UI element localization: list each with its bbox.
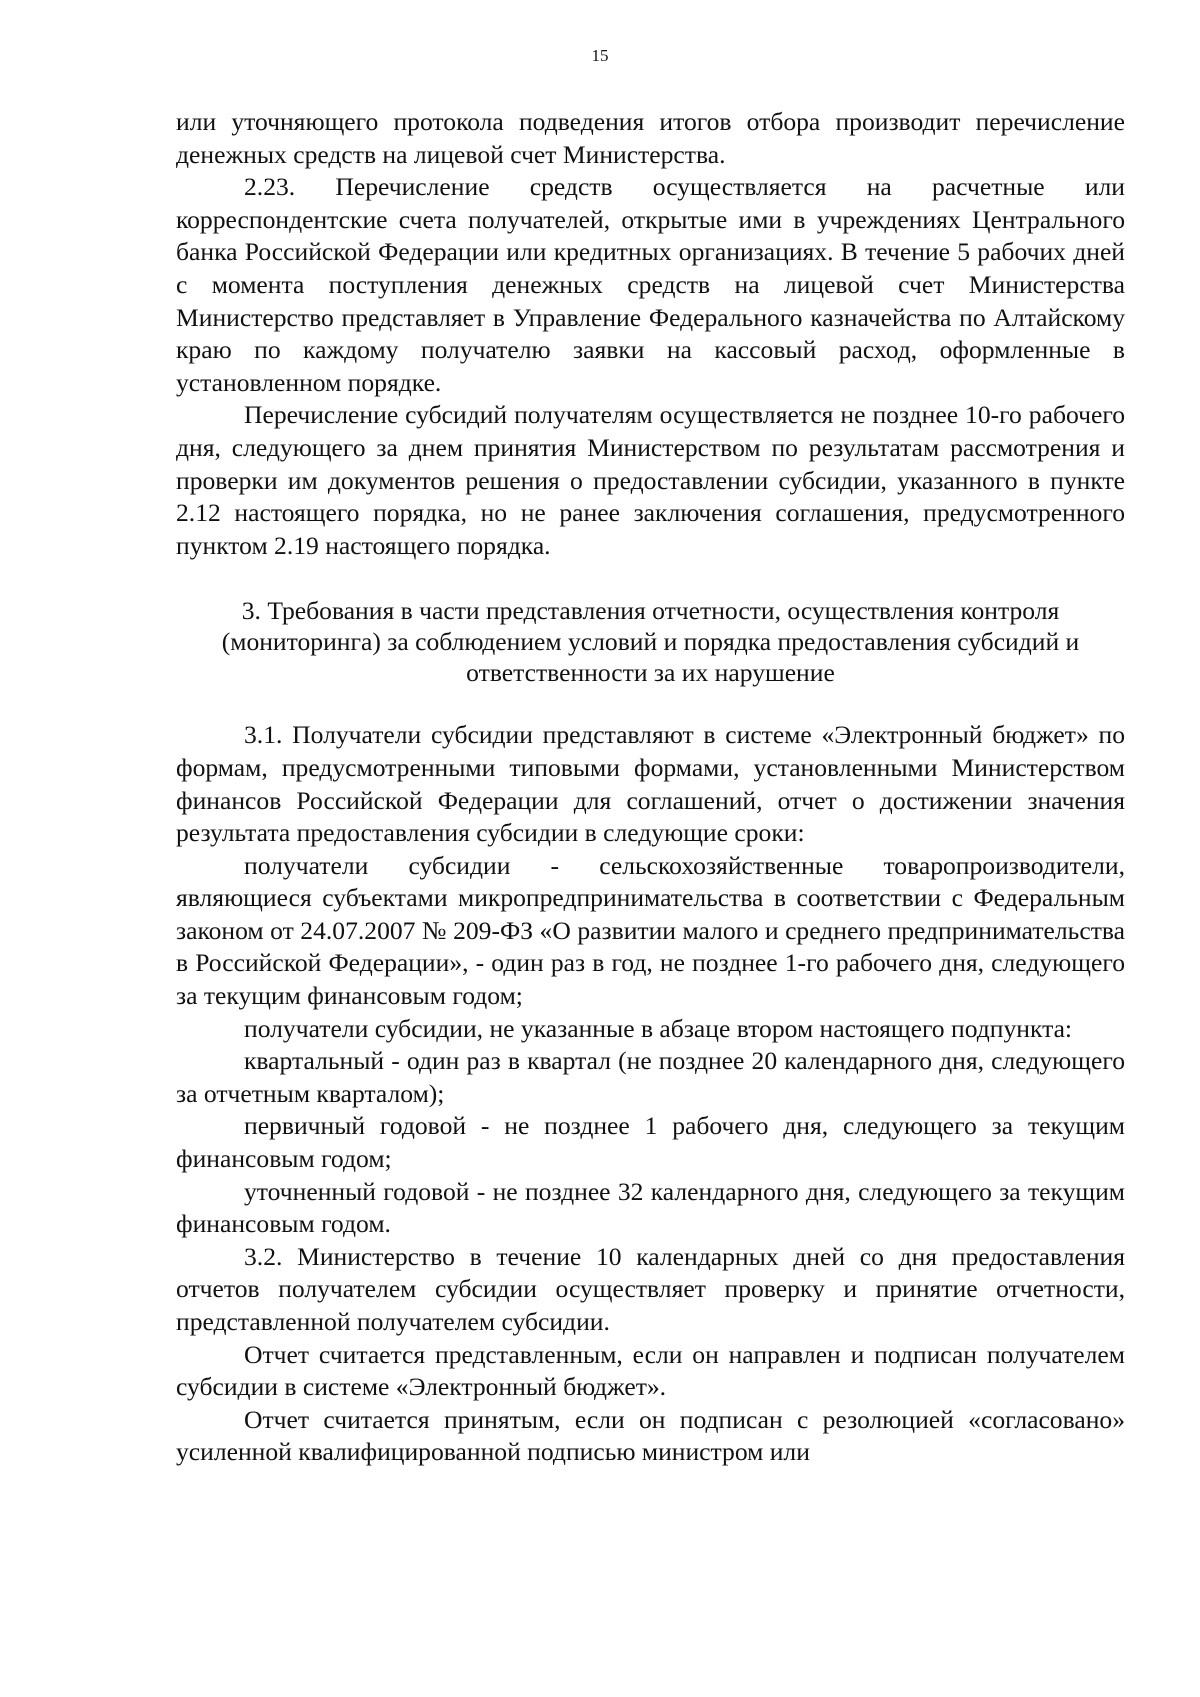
document-body — [176, 106, 1125, 1469]
paragraph-3-2: 3.2. Министерство в течение 10 календарных дней со дня предоставления отчетов получателем субсидии осуществляет проверку и принятие отчетности, представленной получателем субсидии. — [176, 1241, 1125, 1336]
paragraph-subsidy-transfer: Перечисление субсидий получателям осуществляется не позднее 10-го рабочего дня, следующего за днем принятия Министерством по результатам рассмотрения и проверки им документов решения о предоставлении субсидии, указанного в пункте 2.12 настоящего порядка, но не ранее заключения соглашения, предусмотренного пунктом 2.19 настоящего порядка. — [176, 400, 1125, 560]
paragraph-revised-annual: уточненный годовой - не позднее 32 календарного дня, следующего за текущим финансовым годом. — [176, 1176, 1125, 1239]
paragraph-2-23: 2.23. Перечисление средств осуществляется на расчетные или корреспондентские счета получателей, открытые ими в учреждениях Центрального банка Российской Федерации или кредитных организациях. В течение 5 рабочих дней с момента поступления денежных средств на лицевой счет Министерства Министерство представляет в Управление Федерального казначейства по Алтайскому краю по каждому получателю заявки на кассовый расход, оформленные в установленном порядке. — [176, 172, 1125, 397]
paragraph-other-recipients: получатели субсидии, не указанные в абзаце втором настоящего подпункта: — [244, 1013, 1073, 1043]
paragraph-quarterly: квартальный - один раз в квартал (не позднее 20 календарного дня, следующего за отчетным кварталом); — [176, 1046, 1125, 1108]
paragraph-micro-recipients: получатели субсидии - сельскохозяйственные товаропроизводители, являющиеся субъектами микропредпринимательства в соответствии с Федеральным законом от 24.07.2007 № 209-ФЗ «О развитии малого и среднего предпринимательства в Российской Федерации», - один раз в год, не позднее 1-го рабочего дня, следующего за текущим финансовым годом; — [176, 850, 1125, 1011]
paragraph-continuation: или уточняющего протокола подведения итогов отбора производит перечисление денежных средств на лицевой счет Министерства. — [176, 107, 1125, 169]
page-number: 15 — [591, 46, 609, 65]
paragraph-3-1: 3.1. Получатели субсидии представляют в системе «Электронный бюджет» по формам, предусмотренными типовыми формами, установленными Министерством финансов Российской Федерации для соглашений, отчет о достижении значения результата предоставления субсидии в следующие сроки: — [176, 720, 1125, 848]
section-title: 3. Требования в части представления отчетности, осуществления контроля (мониторинга) за соблюдением условий и порядка предоставления субсидий и ответственности за их нарушение — [221, 596, 1080, 688]
paragraph-report-submitted: Отчет считается представленным, если он направлен и подписан получателем субсидии в системе «Электронный бюджет». — [176, 1339, 1125, 1402]
paragraph-report-accepted: Отчет считается принятым, если он подписан с резолюцией «согласовано» усиленной квалифицированной подписью министром или — [176, 1404, 1125, 1467]
paragraph-primary-annual: первичный годовой - не позднее 1 рабочего дня, следующего за текущим финансовым годом; — [176, 1111, 1125, 1174]
